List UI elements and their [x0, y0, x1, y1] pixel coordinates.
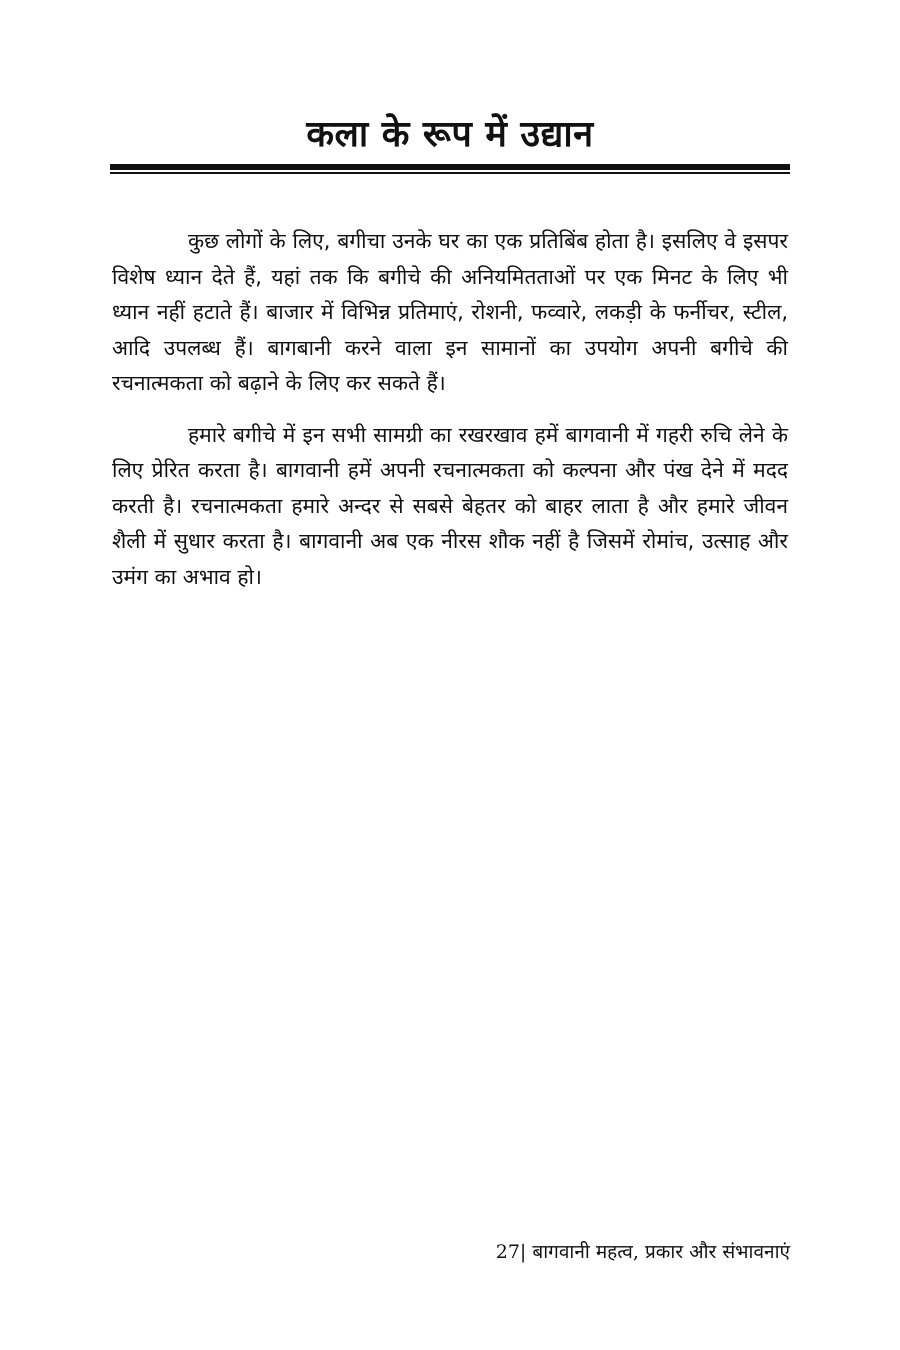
title-rule-thick — [110, 164, 790, 170]
title-rule-thin — [110, 172, 790, 174]
page-title: कला के रूप में उद्यान — [306, 114, 594, 155]
book-title: बागवानी महत्व, प्रकार और संभावनाएं — [526, 1241, 790, 1263]
page-footer — [496, 1238, 790, 1264]
body-text — [112, 224, 788, 611]
paragraph-1: कुछ लोगों के लिए, बगीचा उनके घर का एक प्रतिबिंब होता है। इसलिए वे इसपर विशेष ध्यान देते हैं, यहां तक कि बगीचे की अनियमितताओं पर एक मिनट के लिए भी ध्यान नहीं हटाते हैं। बाजार में विभिन्न प्रतिमाएं, रोशनी, फव्वारे, लकड़ी के फर्नीचर, स्टील, आदि उपलब्ध हैं। बागबानी करने वाला इन सामानों का उपयोग अपनी बगीचे की रचनात्मकता को बढ़ाने के लिए कर सकते हैं। — [112, 229, 788, 395]
paragraph-2: हमारे बगीचे में इन सभी सामग्री का रखरखाव हमें बागवानी में गहरी रुचि लेने के लिए प्रेरित करता है। बागवानी हमें अपनी रचनात्मकता को कल्पना और पंख देने में मदद करती है। रचनात्मकता हमारे अन्दर से सबसे बेहतर को बाहर लाता है और हमारे जीवन शैली में सुधार करता है। बागवानी अब एक नीरस शौक नहीं है जिसमें रोमांच, उत्साह और उमंग का अभाव हो। — [112, 422, 788, 589]
page-number: 27| — [495, 1241, 527, 1263]
